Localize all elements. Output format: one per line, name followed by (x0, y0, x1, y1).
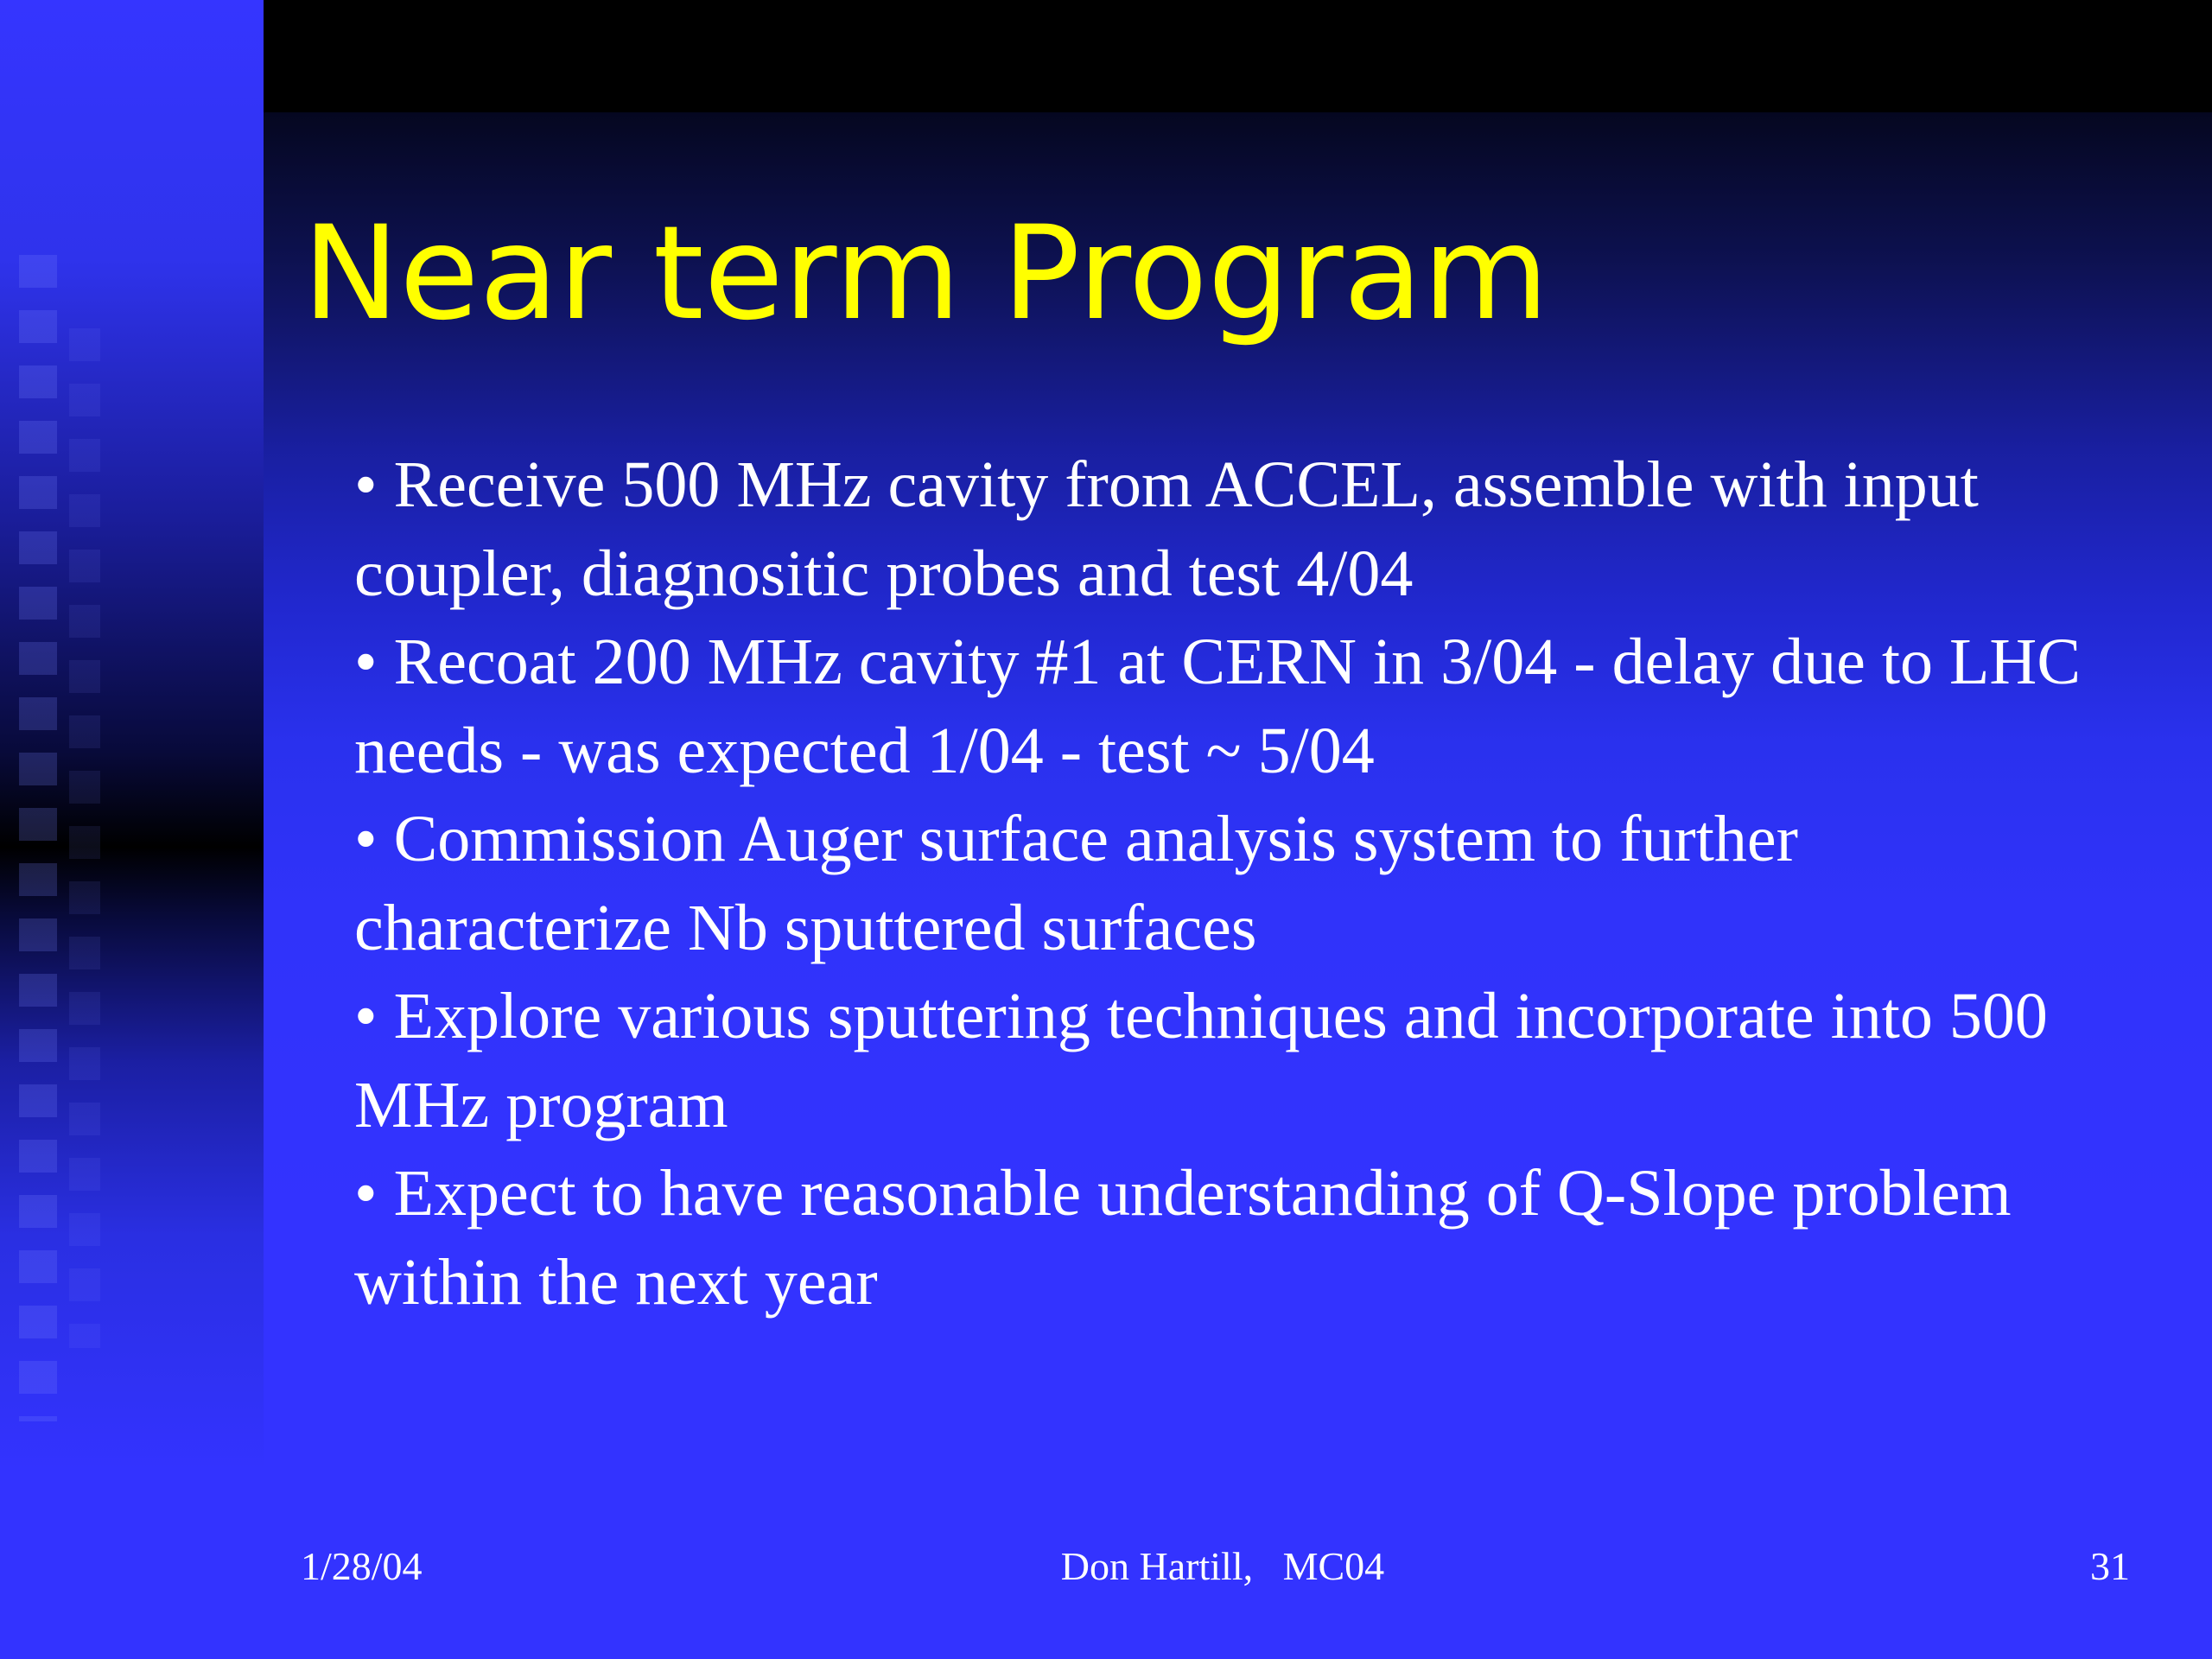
bullet-item: • Receive 500 MHz cavity from ACCEL, assemble with input coupler, diagnositic probes and test 4/04 (354, 448, 1979, 610)
bullet-list (354, 441, 2100, 1326)
footer-page-number: 31 (2090, 1544, 2130, 1588)
sidebar-square-pattern (19, 255, 57, 1421)
left-decorative-sidebar (0, 0, 264, 1659)
bullet-item: • Explore various sputtering techniques and incorporate into 500 MHz program (354, 980, 2048, 1141)
bullet-item: • Expect to have reasonable understanding of Q-Slope problem within the next year (354, 1157, 2012, 1319)
slide-title: Near term Program (302, 199, 1549, 349)
sidebar-square-pattern-secondary (69, 328, 100, 1348)
bullet-item: • Commission Auger surface analysis system to further characterize Nb sputtered surfaces (354, 803, 1798, 964)
footer-author-event: Don Hartill, MC04 (1060, 1544, 1385, 1588)
top-dark-band (264, 0, 2212, 112)
bullet-item: • Recoat 200 MHz cavity #1 at CERN in 3/04 - delay due to LHC needs - was expected 1/04 - test ~ 5/04 (354, 626, 2082, 787)
footer-date: 1/28/04 (301, 1544, 423, 1588)
